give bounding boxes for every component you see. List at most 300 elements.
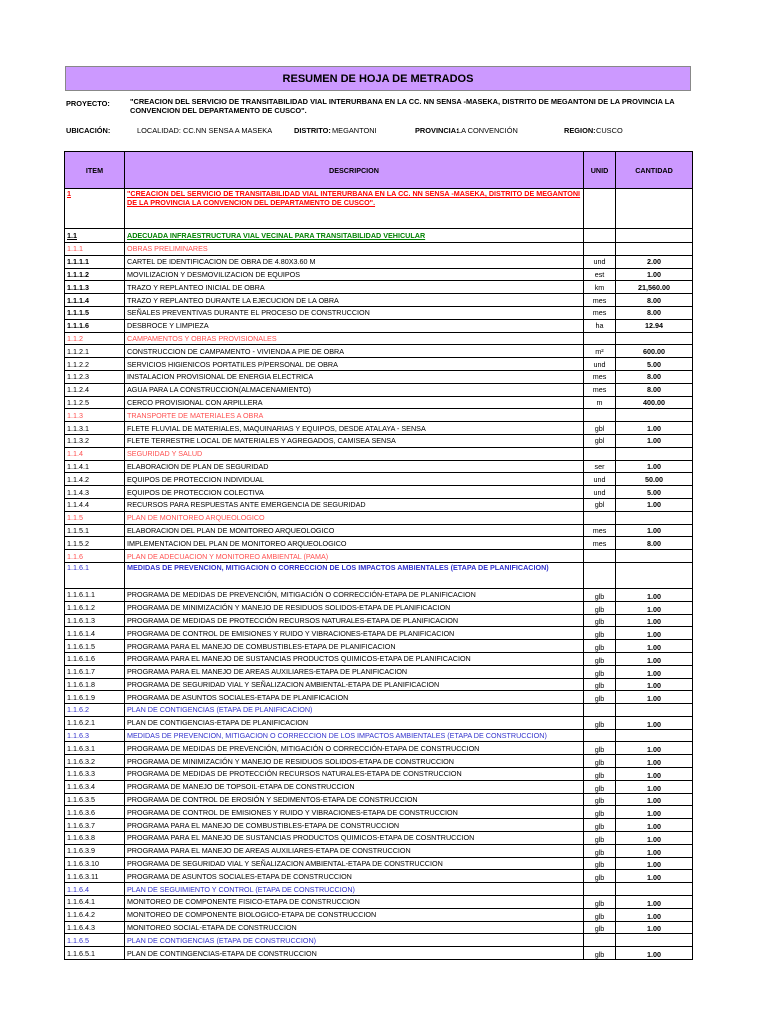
- row-unit: gbl: [584, 498, 616, 511]
- row-quantity: [616, 511, 693, 524]
- row-description: PROGRAMA DE MINIMIZACIÓN Y MANEJO DE RESIDUOS SOLIDOS-ETAPA DE CONSTRUCCION: [125, 755, 584, 768]
- row-item-code: 1.1.6.1.2: [65, 601, 125, 614]
- row-description: MEDIDAS DE PREVENCION, MITIGACION O CORRECCION DE LOS IMPACTOS AMBIENTALES (ETAPA DE CONSTRUCCION): [125, 729, 584, 742]
- table-row: [65, 640, 693, 653]
- table-row: [65, 793, 693, 806]
- row-unit: glb: [584, 588, 616, 601]
- table-row: [65, 268, 693, 281]
- row-unit: mes: [584, 370, 616, 383]
- row-description: "CREACION DEL SERVICIO DE TRANSITABILIDAD VIAL INTERURBANA EN LA CC. NN SENSA -MASEKA, DISTRITO DE MEGANTONI DE LA PROVINCIA LA CONVENCION DEL DEPARTAMENTO DE CUSCO".: [125, 189, 584, 229]
- row-unit: glb: [584, 716, 616, 729]
- table-row: [65, 921, 693, 934]
- row-quantity: 1.00: [616, 460, 693, 473]
- row-description: SEÑALES PREVENTIVAS DURANTE EL PROCESO DE CONSTRUCCION: [125, 306, 584, 319]
- row-item-code: 1.1.4.2: [65, 473, 125, 486]
- row-item-code: 1.1.1: [65, 243, 125, 256]
- row-unit: glb: [584, 819, 616, 832]
- table-row: [65, 742, 693, 755]
- row-item-code: 1.1.6.4: [65, 883, 125, 896]
- row-quantity: 8.00: [616, 383, 693, 396]
- row-description: CAMPAMENTOS Y OBRAS PROVISIONALES: [125, 332, 584, 345]
- row-quantity: 1.00: [616, 627, 693, 640]
- row-description: INSTALACION PROVISIONAL DE ENERGIA ELECTRICA: [125, 370, 584, 383]
- row-description: PROGRAMA DE MEDIDAS DE PROTECCIÓN RECURSOS NATURALES-ETAPA DE CONSTRUCCION: [125, 768, 584, 781]
- row-unit: glb: [584, 742, 616, 755]
- row-unit: mes: [584, 294, 616, 307]
- row-description: PROGRAMA DE CONTROL DE EROSIÓN Y SEDIMENTOS-ETAPA DE CONSTRUCCION: [125, 793, 584, 806]
- row-description: PLAN DE CONTIGENCIAS-ETAPA DE PLANIFICACION: [125, 716, 584, 729]
- row-description: PROGRAMA PARA EL MANEJO DE SUSTANCIAS PRODUCTOS QUIMICOS-ETAPA DE COSNTRUCCION: [125, 832, 584, 845]
- row-item-code: 1.1.1.4: [65, 294, 125, 307]
- row-description: PLAN DE MONITOREO ARQUEOLOGICO: [125, 511, 584, 524]
- row-unit: gbl: [584, 422, 616, 435]
- table-row: [65, 319, 693, 332]
- row-quantity: [616, 704, 693, 717]
- row-quantity: 8.00: [616, 294, 693, 307]
- row-unit: m²: [584, 345, 616, 358]
- row-item-code: 1.1.2.3: [65, 370, 125, 383]
- row-unit: [584, 704, 616, 717]
- row-quantity: [616, 409, 693, 422]
- row-item-code: 1.1.6.1.3: [65, 614, 125, 627]
- row-unit: und: [584, 358, 616, 371]
- row-unit: glb: [584, 627, 616, 640]
- row-item-code: 1.1.6.3.10: [65, 857, 125, 870]
- row-quantity: 1.00: [616, 947, 693, 960]
- table-row: [65, 409, 693, 422]
- table-row: [65, 306, 693, 319]
- table-row: [65, 729, 693, 742]
- row-item-code: 1.1.1.6: [65, 319, 125, 332]
- row-description: MONITOREO DE COMPONENTE FISICO-ETAPA DE CONSTRUCCION: [125, 896, 584, 909]
- proyecto-value: "CREACION DEL SERVICIO DE TRANSITABILIDAD VIAL INTERURBANA EN LA CC. NN SENSA -MASEKA, DISTRITO DE MEGANTONI DE LA PROVINCIA LA CONVENCION DEL DEPARTAMENTO DE CUSCO".: [130, 97, 675, 115]
- row-item-code: 1.1.6.1.5: [65, 640, 125, 653]
- row-item-code: 1.1.6.5.1: [65, 947, 125, 960]
- row-quantity: 1.00: [616, 268, 693, 281]
- row-description: FLETE TERRESTRE LOCAL DE MATERIALES Y AGREGADOS, CAMISEA SENSA: [125, 434, 584, 447]
- row-item-code: 1.1.6.3.7: [65, 819, 125, 832]
- row-unit: glb: [584, 691, 616, 704]
- row-unit: [584, 729, 616, 742]
- table-row: [65, 434, 693, 447]
- row-quantity: 1.00: [616, 832, 693, 845]
- table-row: [65, 332, 693, 345]
- row-quantity: [616, 562, 693, 588]
- row-item-code: 1.1.1.5: [65, 306, 125, 319]
- row-quantity: 1.00: [616, 819, 693, 832]
- row-description: PROGRAMA PARA EL MANEJO DE AREAS AUXILIARES-ETAPA DE PLANIFICACION: [125, 665, 584, 678]
- row-quantity: 1.00: [616, 588, 693, 601]
- table-row: [65, 716, 693, 729]
- row-quantity: 1.00: [616, 652, 693, 665]
- ubicacion-label: UBICACIÓN:: [66, 126, 111, 135]
- table-row: [65, 627, 693, 640]
- table-row: [65, 832, 693, 845]
- row-quantity: 1.00: [616, 665, 693, 678]
- table-row: [65, 550, 693, 563]
- row-quantity: 1.00: [616, 768, 693, 781]
- row-description: TRAZO Y REPLANTEO INICIAL DE OBRA: [125, 281, 584, 294]
- row-quantity: 1.00: [616, 614, 693, 627]
- row-unit: m: [584, 396, 616, 409]
- row-unit: glb: [584, 806, 616, 819]
- row-item-code: 1.1.2: [65, 332, 125, 345]
- row-item-code: 1.1.6.3.9: [65, 844, 125, 857]
- table-row: [65, 755, 693, 768]
- proyecto-label: PROYECTO:: [66, 99, 110, 108]
- distrito-label: DISTRITO:: [294, 126, 331, 135]
- table-row: [65, 780, 693, 793]
- row-description: PROGRAMA DE MEDIDAS DE PREVENCIÓN, MITIGACIÓN O CORRECCIÓN-ETAPA DE PLANIFICACION: [125, 588, 584, 601]
- row-description: PLAN DE ADECUACION Y MONITOREO AMBIENTAL (PAMA): [125, 550, 584, 563]
- row-item-code: 1.1.6.1.8: [65, 678, 125, 691]
- row-item-code: 1.1.6.5: [65, 934, 125, 947]
- header-cantidad: CANTIDAD: [616, 152, 693, 189]
- row-item-code: 1.1.3.1: [65, 422, 125, 435]
- row-description: ELABORACION DEL PLAN DE MONITOREO ARQUEOLOGICO: [125, 524, 584, 537]
- row-description: EQUIPOS DE PROTECCION COLECTIVA: [125, 486, 584, 499]
- row-quantity: [616, 550, 693, 563]
- row-quantity: 1.00: [616, 793, 693, 806]
- row-item-code: 1: [65, 189, 125, 229]
- row-unit: glb: [584, 896, 616, 909]
- row-description: ADECUADA INFRAESTRUCTURA VIAL VECINAL PARA TRANSITABILIDAD VEHICULAR: [125, 229, 584, 243]
- row-item-code: 1.1.4.4: [65, 498, 125, 511]
- row-unit: mes: [584, 524, 616, 537]
- row-description: PROGRAMA DE SEGURIDAD VIAL Y SEÑALIZACION AMBIENTAL-ETAPA DE CONSTRUCCION: [125, 857, 584, 870]
- row-item-code: 1.1.2.1: [65, 345, 125, 358]
- row-quantity: 1.00: [616, 780, 693, 793]
- row-quantity: 8.00: [616, 537, 693, 550]
- row-quantity: 50.00: [616, 473, 693, 486]
- row-item-code: 1.1.6.3.8: [65, 832, 125, 845]
- row-quantity: 1.00: [616, 742, 693, 755]
- table-row: [65, 281, 693, 294]
- row-item-code: 1.1.1.1: [65, 255, 125, 268]
- row-unit: glb: [584, 908, 616, 921]
- table-row: [65, 691, 693, 704]
- row-description: SERVICIOS HIGIENICOS PORTATILES P/PERSONAL DE OBRA: [125, 358, 584, 371]
- table-row: [65, 844, 693, 857]
- row-quantity: 1.00: [616, 755, 693, 768]
- row-unit: glb: [584, 614, 616, 627]
- table-row: [65, 768, 693, 781]
- row-description: MEDIDAS DE PREVENCION, MITIGACION O CORRECCION DE LOS IMPACTOS AMBIENTALES (ETAPA DE PLANIFICACION): [125, 562, 584, 588]
- table-row: [65, 819, 693, 832]
- table-row: [65, 370, 693, 383]
- row-unit: glb: [584, 678, 616, 691]
- row-unit: glb: [584, 780, 616, 793]
- table-row: [65, 396, 693, 409]
- row-item-code: 1.1.3.2: [65, 434, 125, 447]
- row-description: MOVILIZACION Y DESMOVILIZACION DE EQUIPOS: [125, 268, 584, 281]
- row-item-code: 1.1.1.2: [65, 268, 125, 281]
- row-unit: glb: [584, 921, 616, 934]
- row-description: PROGRAMA DE MEDIDAS DE PROTECCIÓN RECURSOS NATURALES-ETAPA DE PLANIFICACION: [125, 614, 584, 627]
- row-unit: und: [584, 473, 616, 486]
- row-description: PROGRAMA DE SEGURIDAD VIAL Y SEÑALIZACION AMBIENTAL-ETAPA DE PLANIFICACION: [125, 678, 584, 691]
- table-row: [65, 562, 693, 588]
- row-description: PROGRAMA DE ASUNTOS SOCIALES-ETAPA DE PLANIFICACION: [125, 691, 584, 704]
- table-row: [65, 486, 693, 499]
- row-item-code: 1.1.6.1.1: [65, 588, 125, 601]
- row-quantity: 1.00: [616, 844, 693, 857]
- row-item-code: 1.1: [65, 229, 125, 243]
- row-item-code: 1.1.5: [65, 511, 125, 524]
- row-item-code: 1.1.6.3.5: [65, 793, 125, 806]
- row-description: PROGRAMA DE CONTROL DE EMISIONES Y RUIDO Y VIBRACIONES-ETAPA DE CONSTRUCCION: [125, 806, 584, 819]
- row-quantity: [616, 229, 693, 243]
- row-item-code: 1.1.6.1.9: [65, 691, 125, 704]
- table-row: [65, 896, 693, 909]
- row-unit: ser: [584, 460, 616, 473]
- row-unit: gbl: [584, 434, 616, 447]
- row-item-code: 1.1.2.2: [65, 358, 125, 371]
- row-item-code: 1.1.6.3.11: [65, 870, 125, 883]
- row-description: PROGRAMA DE ASUNTOS SOCIALES-ETAPA DE CONSTRUCCION: [125, 870, 584, 883]
- row-item-code: 1.1.6.2: [65, 704, 125, 717]
- row-description: DESBROCE Y LIMPIEZA: [125, 319, 584, 332]
- row-description: MONITOREO SOCIAL-ETAPA DE CONSTRUCCION: [125, 921, 584, 934]
- row-item-code: 1.1.6.4.3: [65, 921, 125, 934]
- row-item-code: 1.1.6.3.6: [65, 806, 125, 819]
- row-description: EQUIPOS DE PROTECCION INDIVIDUAL: [125, 473, 584, 486]
- row-item-code: 1.1.4.3: [65, 486, 125, 499]
- row-description: PROGRAMA PARA EL MANEJO DE COMBUSTIBLES-ETAPA DE CONSTRUCCION: [125, 819, 584, 832]
- row-description: PROGRAMA PARA EL MANEJO DE SUSTANCIAS PRODUCTOS QUIMICOS-ETAPA DE PLANIFICACION: [125, 652, 584, 665]
- row-item-code: 1.1.5.1: [65, 524, 125, 537]
- row-unit: [584, 934, 616, 947]
- row-unit: [584, 562, 616, 588]
- row-unit: glb: [584, 832, 616, 845]
- table-row: [65, 870, 693, 883]
- row-quantity: 600.00: [616, 345, 693, 358]
- row-quantity: [616, 883, 693, 896]
- header-descripcion: DESCRIPCION: [125, 152, 584, 189]
- row-unit: [584, 332, 616, 345]
- row-item-code: 1.1.6.3.1: [65, 742, 125, 755]
- row-unit: glb: [584, 768, 616, 781]
- row-quantity: 1.00: [616, 921, 693, 934]
- row-description: AGUA PARA LA CONSTRUCCION(ALMACENAMIENTO): [125, 383, 584, 396]
- table-row: [65, 345, 693, 358]
- row-quantity: 8.00: [616, 306, 693, 319]
- table-row: [65, 665, 693, 678]
- row-item-code: 1.1.2.4: [65, 383, 125, 396]
- row-description: OBRAS PRELIMINARES: [125, 243, 584, 256]
- row-item-code: 1.1.6.1: [65, 562, 125, 588]
- table-row: [65, 601, 693, 614]
- row-item-code: 1.1.3: [65, 409, 125, 422]
- table-row: [65, 511, 693, 524]
- row-quantity: 1.00: [616, 422, 693, 435]
- row-description: PROGRAMA DE CONTROL DE EMISIONES Y RUIDO Y VIBRACIONES-ETAPA DE PLANIFICACION: [125, 627, 584, 640]
- row-quantity: 1.00: [616, 857, 693, 870]
- row-item-code: 1.1.2.5: [65, 396, 125, 409]
- row-item-code: 1.1.6.1.4: [65, 627, 125, 640]
- table-header-row: [65, 152, 693, 189]
- row-unit: und: [584, 486, 616, 499]
- row-item-code: 1.1.4.1: [65, 460, 125, 473]
- distrito-value: MEGANTONI: [332, 126, 377, 135]
- row-description: PLAN DE CONTIGENCIAS (ETAPA DE PLANIFICACION): [125, 704, 584, 717]
- table-row: [65, 883, 693, 896]
- table-row: [65, 614, 693, 627]
- row-item-code: 1.1.6.3: [65, 729, 125, 742]
- row-unit: [584, 229, 616, 243]
- row-quantity: 21,560.00: [616, 281, 693, 294]
- table-row: [65, 498, 693, 511]
- region-value: CUSCO: [596, 126, 623, 135]
- row-quantity: 400.00: [616, 396, 693, 409]
- row-quantity: 1.00: [616, 691, 693, 704]
- row-unit: [584, 243, 616, 256]
- row-quantity: 8.00: [616, 370, 693, 383]
- row-item-code: 1.1.5.2: [65, 537, 125, 550]
- row-unit: mes: [584, 306, 616, 319]
- row-quantity: 12.94: [616, 319, 693, 332]
- row-quantity: 1.00: [616, 870, 693, 883]
- row-unit: [584, 511, 616, 524]
- row-quantity: [616, 729, 693, 742]
- row-unit: [584, 883, 616, 896]
- row-unit: [584, 189, 616, 229]
- row-item-code: 1.1.6.4.2: [65, 908, 125, 921]
- table-row: [65, 806, 693, 819]
- row-unit: km: [584, 281, 616, 294]
- row-unit: [584, 550, 616, 563]
- provincia-label: PROVINCIA:: [415, 126, 459, 135]
- row-item-code: 1.1.6.4.1: [65, 896, 125, 909]
- table-row: [65, 255, 693, 268]
- table-row: [65, 652, 693, 665]
- row-quantity: 2.00: [616, 255, 693, 268]
- row-quantity: [616, 934, 693, 947]
- row-description: TRAZO Y REPLANTEO DURANTE LA EJECUCION DE LA OBRA: [125, 294, 584, 307]
- row-item-code: 1.1.6.1.6: [65, 652, 125, 665]
- row-description: PROGRAMA DE MANEJO DE TOPSOIL-ETAPA DE CONSTRUCCION: [125, 780, 584, 793]
- row-description: PLAN DE CONTIGENCIAS (ETAPA DE CONSTRUCCION): [125, 934, 584, 947]
- row-item-code: 1.1.1.3: [65, 281, 125, 294]
- row-quantity: 1.00: [616, 640, 693, 653]
- row-item-code: 1.1.6.3.3: [65, 768, 125, 781]
- row-unit: glb: [584, 640, 616, 653]
- row-quantity: 5.00: [616, 358, 693, 371]
- row-quantity: [616, 332, 693, 345]
- row-description: CARTEL DE IDENTIFICACION DE OBRA DE 4.80X3.60 M: [125, 255, 584, 268]
- row-quantity: [616, 189, 693, 229]
- provincia-value: LA CONVENCIÓN: [457, 126, 518, 135]
- row-item-code: 1.1.6.3.2: [65, 755, 125, 768]
- row-unit: [584, 447, 616, 460]
- table-row: [65, 229, 693, 243]
- row-unit: [584, 409, 616, 422]
- row-item-code: 1.1.6.1.7: [65, 665, 125, 678]
- row-unit: glb: [584, 844, 616, 857]
- table-row: [65, 383, 693, 396]
- row-quantity: 1.00: [616, 434, 693, 447]
- row-quantity: 1.00: [616, 678, 693, 691]
- row-description: IMPLEMENTACION DEL PLAN DE MONITOREO ARQUEOLOGICO: [125, 537, 584, 550]
- row-item-code: 1.1.6.2.1: [65, 716, 125, 729]
- row-description: CERCO PROVISIONAL CON ARPILLERA: [125, 396, 584, 409]
- sheet-title: RESUMEN DE HOJA DE METRADOS: [65, 66, 691, 91]
- table-row: [65, 588, 693, 601]
- row-description: PLAN DE SEGUIMIENTO Y CONTROL (ETAPA DE CONSTRUCCION): [125, 883, 584, 896]
- row-description: RECURSOS PARA RESPUESTAS ANTE EMERGENCIA DE SEGURIDAD: [125, 498, 584, 511]
- row-unit: glb: [584, 665, 616, 678]
- row-unit: glb: [584, 601, 616, 614]
- row-description: CONSTRUCCION DE CAMPAMENTO - VIVIENDA A PIE DE OBRA: [125, 345, 584, 358]
- table-row: [65, 460, 693, 473]
- row-description: PROGRAMA DE MINIMIZACIÓN Y MANEJO DE RESIDUOS SOLIDOS-ETAPA DE PLANIFICACION: [125, 601, 584, 614]
- row-quantity: 1.00: [616, 498, 693, 511]
- row-description: TRANSPORTE DE MATERIALES A OBRA: [125, 409, 584, 422]
- row-unit: mes: [584, 383, 616, 396]
- metrados-table: [64, 151, 693, 960]
- row-item-code: 1.1.6.3.4: [65, 780, 125, 793]
- row-unit: glb: [584, 755, 616, 768]
- table-row: [65, 189, 693, 229]
- table-row: [65, 947, 693, 960]
- row-quantity: 5.00: [616, 486, 693, 499]
- table-row: [65, 704, 693, 717]
- row-unit: ha: [584, 319, 616, 332]
- row-description: PROGRAMA DE MEDIDAS DE PREVENCIÓN, MITIGACIÓN O CORRECCIÓN-ETAPA DE CONSTRUCCION: [125, 742, 584, 755]
- row-unit: glb: [584, 870, 616, 883]
- row-unit: mes: [584, 537, 616, 550]
- row-unit: glb: [584, 652, 616, 665]
- table-row: [65, 358, 693, 371]
- row-quantity: 1.00: [616, 908, 693, 921]
- row-quantity: [616, 243, 693, 256]
- table-row: [65, 524, 693, 537]
- table-row: [65, 857, 693, 870]
- row-description: PROGRAMA PARA EL MANEJO DE COMBUSTIBLES-ETAPA DE PLANIFICACION: [125, 640, 584, 653]
- table-row: [65, 294, 693, 307]
- row-description: PLAN DE CONTINGENCIAS-ETAPA DE CONSTRUCCION: [125, 947, 584, 960]
- row-description: PROGRAMA PARA EL MANEJO DE AREAS AUXILIARES-ETAPA DE CONSTRUCCION: [125, 844, 584, 857]
- row-item-code: 1.1.6: [65, 550, 125, 563]
- row-quantity: 1.00: [616, 896, 693, 909]
- row-description: FLETE FLUVIAL DE MATERIALES, MAQUINARIAS Y EQUIPOS, DESDE ATALAYA - SENSA: [125, 422, 584, 435]
- row-quantity: [616, 447, 693, 460]
- table-row: [65, 447, 693, 460]
- table-row: [65, 473, 693, 486]
- table-row: [65, 422, 693, 435]
- row-quantity: 1.00: [616, 601, 693, 614]
- row-unit: est: [584, 268, 616, 281]
- row-description: ELABORACION DE PLAN DE SEGURIDAD: [125, 460, 584, 473]
- row-unit: glb: [584, 947, 616, 960]
- row-quantity: 1.00: [616, 806, 693, 819]
- row-description: MONITOREO DE COMPONENTE BIOLOGICO-ETAPA DE CONSTRUCCION: [125, 908, 584, 921]
- row-quantity: 1.00: [616, 524, 693, 537]
- row-item-code: 1.1.4: [65, 447, 125, 460]
- row-description: SEGURIDAD Y SALUD: [125, 447, 584, 460]
- table-row: [65, 908, 693, 921]
- table-row: [65, 934, 693, 947]
- row-quantity: 1.00: [616, 716, 693, 729]
- table-row: [65, 678, 693, 691]
- row-unit: und: [584, 255, 616, 268]
- region-label: REGION:: [564, 126, 596, 135]
- row-unit: glb: [584, 793, 616, 806]
- header-unid: UNID: [584, 152, 616, 189]
- table-row: [65, 537, 693, 550]
- localidad-value: LOCALIDAD: CC.NN SENSA A MASEKA: [137, 126, 273, 135]
- header-item: ITEM: [65, 152, 125, 189]
